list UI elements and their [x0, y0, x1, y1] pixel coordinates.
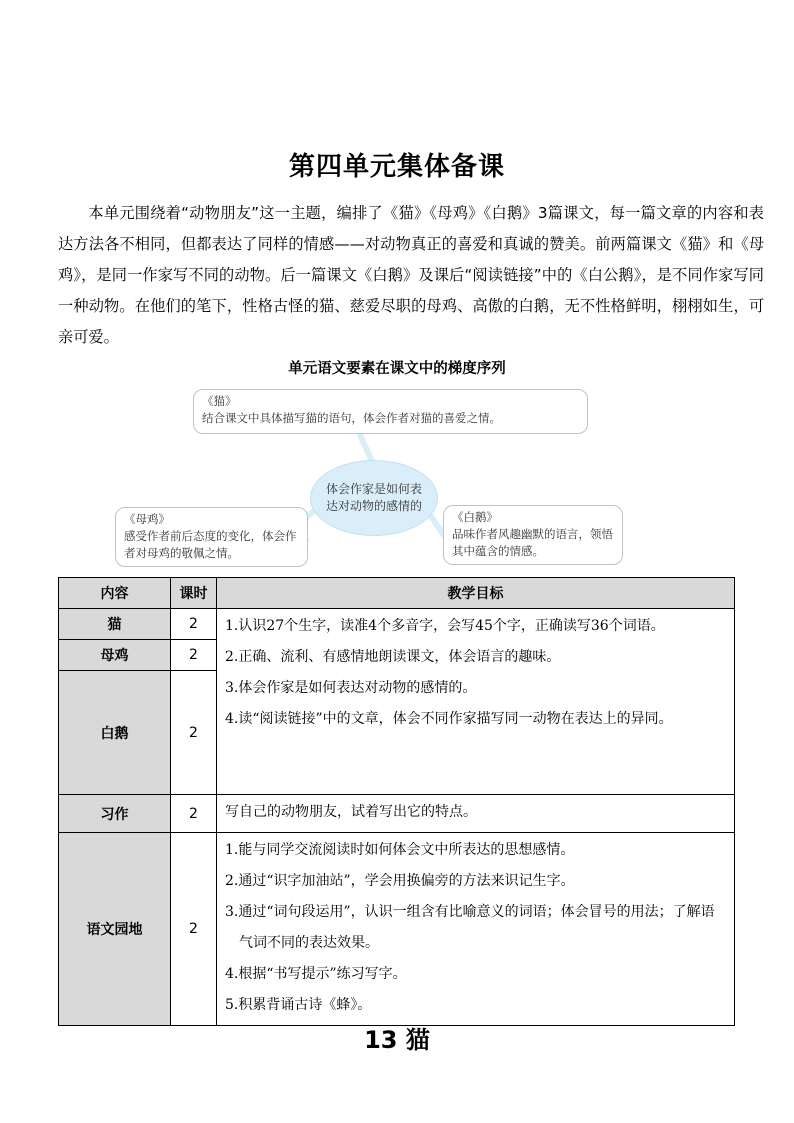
- goal-item: 2.通过“识字加油站”，学会用换偏旁的方法来识记生字。: [225, 873, 575, 889]
- goal-item: 5.积累背诵古诗《蜂》。: [225, 997, 372, 1013]
- lesson-name: 母鸡: [59, 640, 171, 671]
- goal-item: 4.根据“书写提示”练习写字。: [225, 966, 407, 982]
- mindmap-node-title: 《母鸡》: [124, 512, 170, 526]
- mindmap-center-text: 体会作家是如何表达对动物的感情的: [325, 482, 422, 513]
- goal-item: 2.正确、流利、有感情地朗读课文，体会语言的趣味。: [225, 649, 561, 665]
- goals-cell: [217, 833, 735, 1026]
- diagram-title: 单元语文要素在课文中的梯度序列: [288, 361, 506, 377]
- mindmap-center: [310, 460, 438, 536]
- mindmap-node-title: 《猫》: [202, 394, 237, 408]
- lesson-hours: 2: [171, 795, 217, 833]
- header-hours: 课时: [171, 578, 217, 609]
- goal-item: 3.通过“词句段运用”，认识一组含有比喻意义的词语；体会冒号的用法；了解语气词不同的表达效果。: [225, 904, 715, 951]
- mindmap-node-hen: [115, 507, 308, 567]
- mindmap-node-goose: [443, 505, 623, 565]
- mindmap-node-text: 结合课文中具体描写猫的语句，体会作者对猫的喜爱之情。: [202, 411, 501, 425]
- lesson-name: 习作: [59, 795, 171, 833]
- page-title: 第四单元集体备课: [288, 152, 505, 182]
- goal-item: 1.认识27个生字，读准4个多音字，会写45个字，正确读写36个词语。: [225, 618, 665, 634]
- table-row: [59, 795, 735, 833]
- goal-item: 写自己的动物朋友，试着写出它的特点。: [225, 804, 477, 820]
- mindmap-node-title: 《白鹅》: [452, 510, 498, 524]
- table-row: [59, 609, 735, 640]
- mindmap-node-cat: [193, 389, 588, 434]
- goals-cell: [217, 795, 735, 833]
- header-content: 内容: [59, 578, 171, 609]
- goal-item: 1.能与同学交流阅读时如何体会文中所表达的思想感情。: [225, 842, 575, 858]
- next-section-heading: 13 猫: [364, 1026, 430, 1054]
- goals-cell: [217, 609, 735, 795]
- header-goals: 教学目标: [217, 578, 735, 609]
- table-row: [59, 833, 735, 1026]
- lesson-name: 白鹅: [59, 671, 171, 795]
- goal-item: 4.读“阅读链接”中的文章，体会不同作家描写同一动物在表达上的异同。: [225, 711, 673, 727]
- lesson-name: 语文园地: [59, 833, 171, 1026]
- goal-item: 3.体会作家是如何表达对动物的感情的。: [225, 680, 477, 696]
- lesson-plan-table: [58, 577, 735, 1026]
- lesson-hours: 2: [171, 609, 217, 640]
- lesson-hours: 2: [171, 833, 217, 1026]
- lesson-name: 猫: [59, 609, 171, 640]
- lesson-hours: 2: [171, 640, 217, 671]
- mindmap-node-text: 感受作者前后态度的变化，体会作者对母鸡的敬佩之情。: [124, 529, 297, 560]
- intro-paragraph: 本单元围绕着“动物朋友”这一主题，编排了《猫》《母鸡》《白鹅》3篇课文，每一篇文章的内容和表达方法各不相同，但都表达了同样的情感——对动物真正的喜爱和真诚的赞美。前两篇课文《猫》和《母鸡》，是同一作家写不同的动物。后一篇课文《白鹅》及课后“阅读链接”中的《白公鹅》，是不同作家写同一种动物。在他们的笔下，性格古怪的猫、慈爱尽职的母鸡、高傲的白鹅，无不性格鲜明，栩栩如生，可亲可爱。: [58, 204, 764, 346]
- lesson-hours: 2: [171, 671, 217, 795]
- table-header-row: [59, 578, 735, 609]
- mindmap-node-text: 品味作者风趣幽默的语言，领悟其中蕴含的情感。: [452, 527, 613, 558]
